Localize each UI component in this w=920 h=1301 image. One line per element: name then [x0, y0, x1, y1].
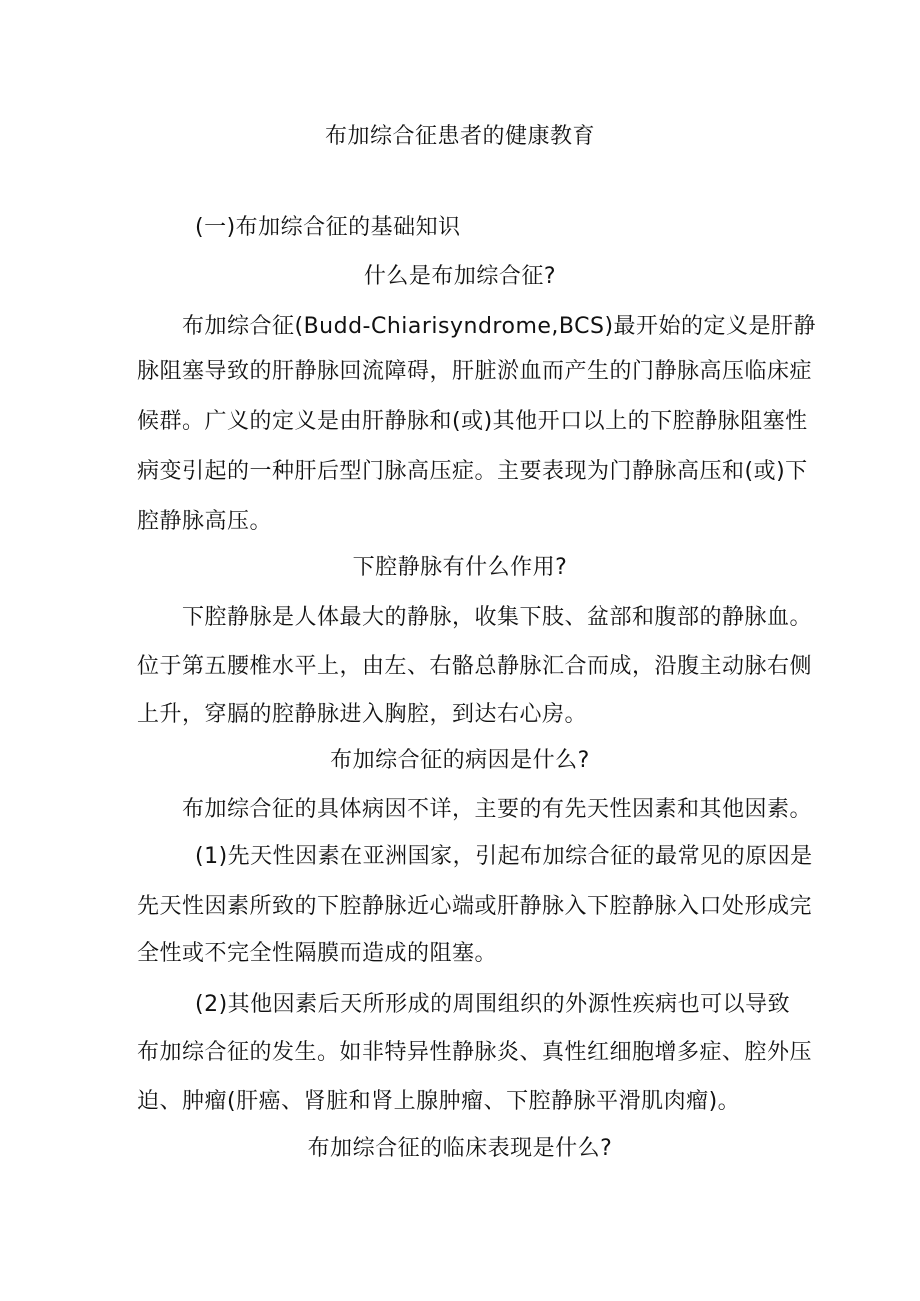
paragraph-line: 腔静脉高压。: [137, 509, 273, 534]
question-heading: 下腔静脉有什么作用?: [352, 555, 568, 580]
paragraph-line: 先天性因素所致的下腔静脉近心端或肝静脉入下腔静脉入口处形成完: [137, 894, 813, 919]
paragraph-line: 布加综合征(Budd-Chiarisyndrome,BCS)最开始的定义是肝静: [182, 314, 817, 339]
paragraph-line: 迫、肿瘤(肝癌、肾脏和肾上腺肿瘤、下腔静脉平滑肌肉瘤)。: [137, 1089, 741, 1114]
section-heading: (一)布加综合征的基础知识: [195, 215, 461, 240]
paragraph-line: 位于第五腰椎水平上，由左、右骼总静脉汇合而成，沿腹主动脉右侧: [137, 654, 813, 679]
document-title: 布加综合征患者的健康教育: [324, 124, 595, 149]
question-heading: 布加综合征的临床表现是什么?: [307, 1136, 613, 1161]
paragraph-line: 布加综合征的具体病因不详，主要的有先天性因素和其他因素。: [182, 797, 813, 822]
paragraph-line: 下腔静脉是人体最大的静脉，收集下肢、盆部和腹部的静脉血。: [182, 605, 813, 630]
paragraph-line: 病变引起的一种肝后型门脉高压症。主要表现为门静脉高压和(或)下: [137, 459, 808, 484]
paragraph-line: 布加综合征的发生。如非特异性静脉炎、真性红细胞增多症、腔外压: [137, 1040, 813, 1065]
paragraph-line: (2)其他因素后天所形成的周围组织的外源性疾病也可以导致: [195, 992, 791, 1017]
question-heading: 什么是布加综合征?: [363, 264, 557, 289]
question-heading: 布加综合征的病因是什么?: [330, 748, 590, 773]
paragraph-line: 上升，穿膈的腔静脉进入胸腔，到达右心房。: [137, 702, 588, 727]
paragraph-line: 脉阻塞导致的肝静脉回流障碍，肝脏淤血而产生的门静脉高压临床症: [137, 359, 813, 384]
paragraph-line: 候群。广义的定义是由肝静脉和(或)其他开口以上的下腔静脉阻塞性: [137, 409, 808, 434]
paragraph-line: (1)先天性因素在亚洲国家，引起布加综合征的最常见的原因是: [195, 844, 813, 869]
paragraph-line: 全性或不完全性隔膜而造成的阻塞。: [137, 941, 498, 966]
